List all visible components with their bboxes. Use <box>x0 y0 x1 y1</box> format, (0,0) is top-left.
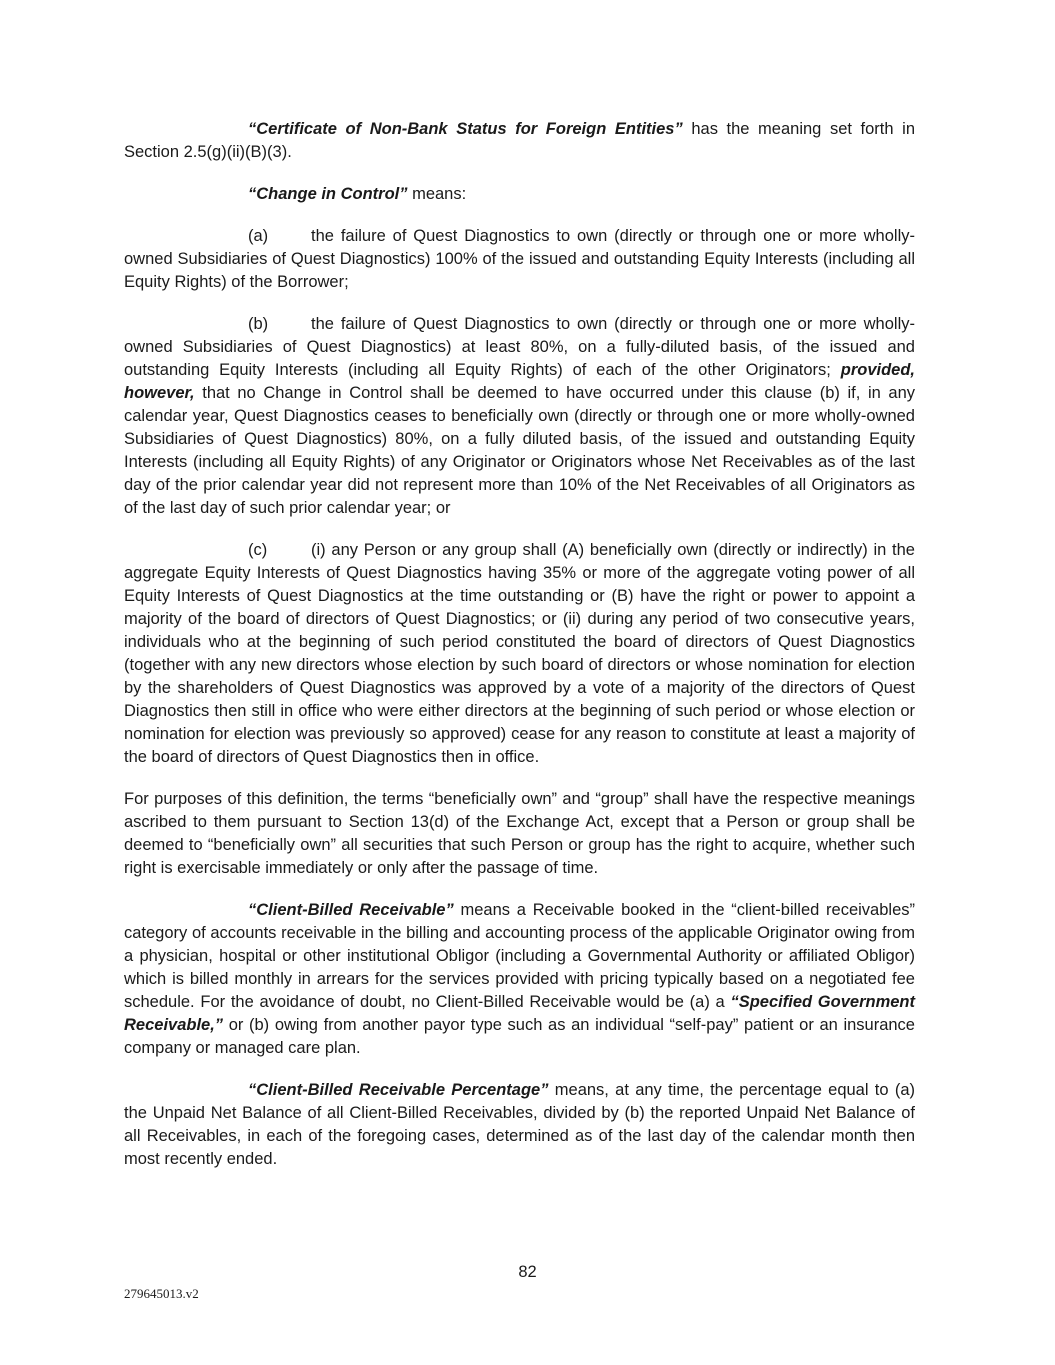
document-id: 279645013.v2 <box>124 1286 199 1301</box>
definition-text: means a Receivable booked in the “client-billed receivables” category of accounts receivable in the billing and accounting process of the applicable Originator owing from a physician, hospital or other institutional Obligor (including a Governmental Authority or affiliated Obligor) which is billed monthly in arrears for the services provided with pricing typically based on a negotiated fee schedule. For the avoidance of doubt, no Client-Billed Receivable would be (a) a <box>124 901 916 1011</box>
clause-text: the failure of Quest Diagnostics to own (directly or through one or more wholly-owned Subsidiaries of Quest Diagnostics) at least 80%, on a fully-diluted basis, of the issued and outstanding Equity Interests (including all Equity Rights) of each of the other Originators; <box>124 315 915 379</box>
document-body <box>124 118 915 1190</box>
clause-label: (a) <box>248 227 269 245</box>
definition-change-in-control <box>124 183 915 206</box>
clause-text-continued: that no Change in Control shall be deemed to have occurred under this clause (b) if, in any calendar year, Quest Diagnostics ceases to beneficially own (directly or through one or more wholly-owned Subsidiaries of Quest Diagnostics) 80%, on a fully diluted basis, of the issued and outstanding Equity Interests (including all Equity Rights) of any Originator or Originators whose Net Receivables as of the last day of the prior calendar year did not represent more than 10% of the Net Receivables of all Originators as of the last day of such prior calendar year; or <box>124 384 915 517</box>
defined-term-reference: “Specified Government Receivable,” <box>124 993 915 1034</box>
defined-term: “Client-Billed Receivable” <box>248 901 454 919</box>
definition-client-billed-receivable-percentage <box>124 1079 915 1171</box>
definition-text: has the meaning set forth in Section 2.5(g)(ii)(B)(3). <box>124 120 915 161</box>
clause-a <box>124 225 915 294</box>
definition-text-continued: or (b) owing from another payor type such as an individual “self-pay” patient or an insurance company or managed care plan. <box>124 1016 915 1057</box>
clause-label: (c) <box>248 541 268 559</box>
definition-certificate-non-bank-status <box>124 118 915 164</box>
definition-client-billed-receivable <box>124 899 915 1060</box>
paragraph-for-purposes <box>124 788 915 880</box>
clause-text: (i) any Person or any group shall (A) beneficially own (directly or indirectly) in the aggregate Equity Interests of Quest Diagnostics having 35% or more of the aggregate voting power of all Equity Interests of Quest Diagnostics at the time outstanding or (B) have the right or power to appoint a majority of the board of directors of Quest Diagnostics; or (ii) during any period of two consecutive years, individuals who at the beginning of such period constituted the board of directors of Quest Diagnostics (together with any new directors whose election by such board of directors or whose nomination for election by the shareholders of Quest Diagnostics was approved by a vote of a majority of the directors of Quest Diagnostics then still in office who were either directors at the beginning of such period or whose election or nomination for election was previously so approved) cease for any reason to constitute at least a majority of the board of directors of Quest Diagnostics then in office. <box>124 541 915 766</box>
proviso-term: provided, however, <box>124 361 915 402</box>
paragraph-text: For purposes of this definition, the terms “beneficially own” and “group” shall have the respective meanings ascribed to them pursuant to Section 13(d) of the Exchange Act, except that a Person or group shall be deemed to “beneficially own” all securities that such Person or group has the right to acquire, whether such right is exercisable immediately or only after the passage of time. <box>124 790 915 877</box>
clause-label: (b) <box>248 315 269 333</box>
defined-term: “Certificate of Non-Bank Status for Foreign Entities” <box>248 120 683 138</box>
defined-term: “Client-Billed Receivable Percentage” <box>248 1081 549 1099</box>
clause-text: the failure of Quest Diagnostics to own (directly or through one or more wholly-owned Subsidiaries of Quest Diagnostics) 100% of the issued and outstanding Equity Interests (including all Equity Rights) of the Borrower; <box>124 227 915 291</box>
defined-term: “Change in Control” <box>248 185 408 203</box>
definition-text: means: <box>407 185 467 203</box>
page-number: 82 <box>518 1263 537 1281</box>
clause-b <box>124 313 915 520</box>
clause-c <box>124 539 915 769</box>
definition-text: means, at any time, the percentage equal to (a) the Unpaid Net Balance of all Client-Billed Receivables, divided by (b) the reported Unpaid Net Balance of all Receivables, in each of the foregoing cases, determined as of the last day of the calendar month then most recently ended. <box>124 1081 915 1168</box>
